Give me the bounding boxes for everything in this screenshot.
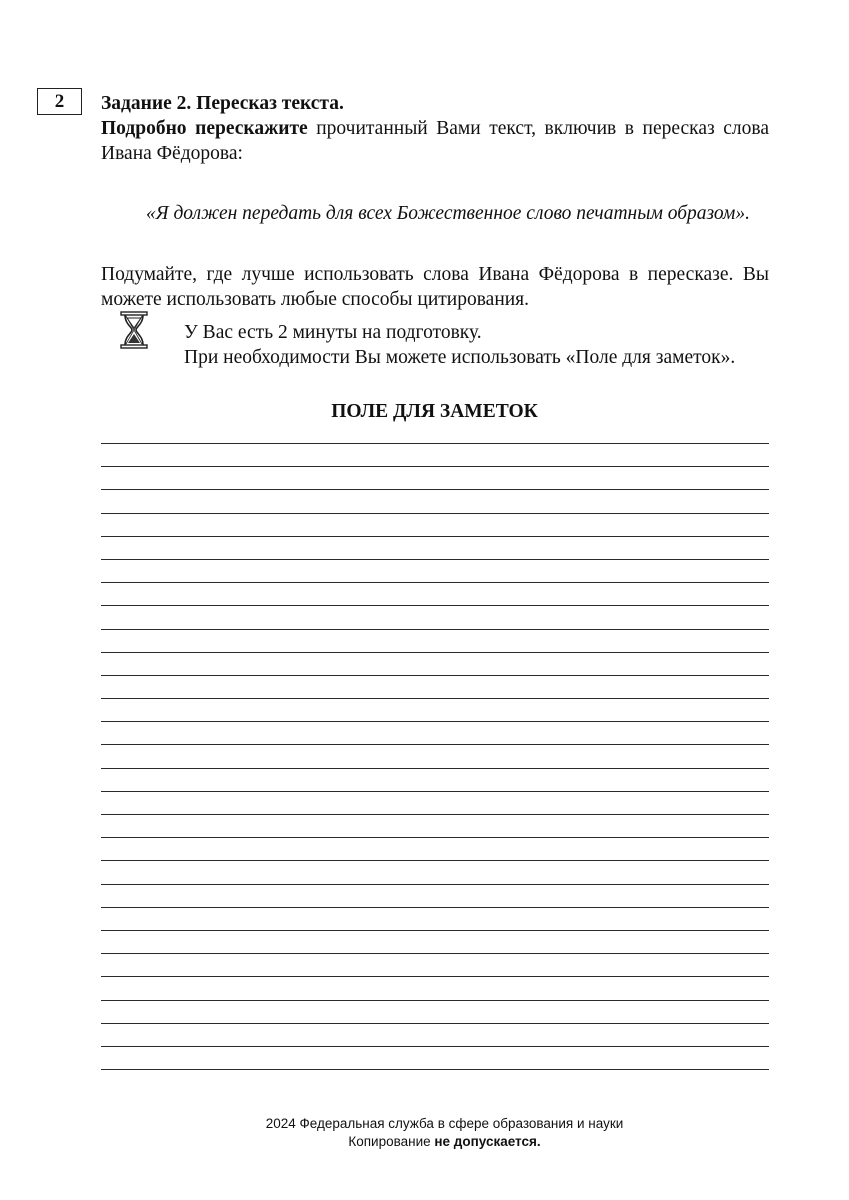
notes-line[interactable] — [101, 583, 769, 606]
notes-line[interactable] — [101, 885, 769, 908]
footer-copyright: 2024 Федеральная служба в сфере образования и науки — [265, 1116, 624, 1131]
hourglass-icon — [118, 310, 150, 350]
instruction-bold: Подробно перескажите — [101, 118, 308, 139]
footer-copy-bold: не допускается. — [434, 1134, 541, 1149]
notes-line[interactable] — [101, 838, 769, 861]
notes-line[interactable] — [101, 676, 769, 699]
task-quote: «Я должен передать для всех Божественное слово печатным образом». — [146, 203, 750, 224]
task-title: Задание 2. Пересказ текста. — [101, 93, 344, 114]
timer-instructions — [184, 320, 784, 370]
notes-line[interactable] — [101, 653, 769, 676]
notes-line[interactable] — [101, 699, 769, 722]
notes-line[interactable] — [101, 514, 769, 537]
footer — [0, 1115, 849, 1151]
task-instruction — [101, 116, 769, 166]
task-number-box — [37, 88, 82, 115]
footer-copy-notice — [0, 1133, 849, 1151]
timer-line-2: При необходимости Вы можете использовать «Поле для заметок». — [184, 347, 736, 368]
footer-copy-normal: Копирование — [348, 1134, 435, 1149]
notes-line[interactable] — [101, 769, 769, 792]
notes-line[interactable] — [101, 560, 769, 583]
notes-line[interactable] — [101, 1024, 769, 1047]
notes-line[interactable] — [101, 1047, 769, 1070]
timer-line-1: У Вас есть 2 минуты на подготовку. — [184, 322, 482, 343]
notes-line[interactable] — [101, 931, 769, 954]
notes-line[interactable] — [101, 444, 769, 467]
notes-line[interactable] — [101, 722, 769, 745]
notes-line[interactable] — [101, 792, 769, 815]
notes-field[interactable] — [101, 443, 769, 1070]
notes-line[interactable] — [101, 861, 769, 884]
notes-line[interactable] — [101, 467, 769, 490]
notes-line[interactable] — [101, 490, 769, 513]
task-block — [101, 91, 769, 312]
task-number: 2 — [54, 90, 65, 112]
instruction-rest: прочитанный Вами текст, включив в пересказ слова Ивана Фёдорова: — [101, 118, 769, 164]
notes-line[interactable] — [101, 908, 769, 931]
notes-line[interactable] — [101, 954, 769, 977]
notes-line[interactable] — [101, 977, 769, 1000]
notes-line[interactable] — [101, 815, 769, 838]
notes-line[interactable] — [101, 606, 769, 629]
notes-title: ПОЛЕ ДЛЯ ЗАМЕТОК — [331, 401, 538, 422]
task-think-text: Подумайте, где лучше использовать слова Ивана Фёдорова в пересказе. Вы можете использовать любые способы цитирования. — [101, 264, 769, 310]
notes-line[interactable] — [101, 537, 769, 560]
notes-line[interactable] — [101, 745, 769, 768]
notes-line[interactable] — [101, 1001, 769, 1024]
notes-line[interactable] — [101, 630, 769, 653]
